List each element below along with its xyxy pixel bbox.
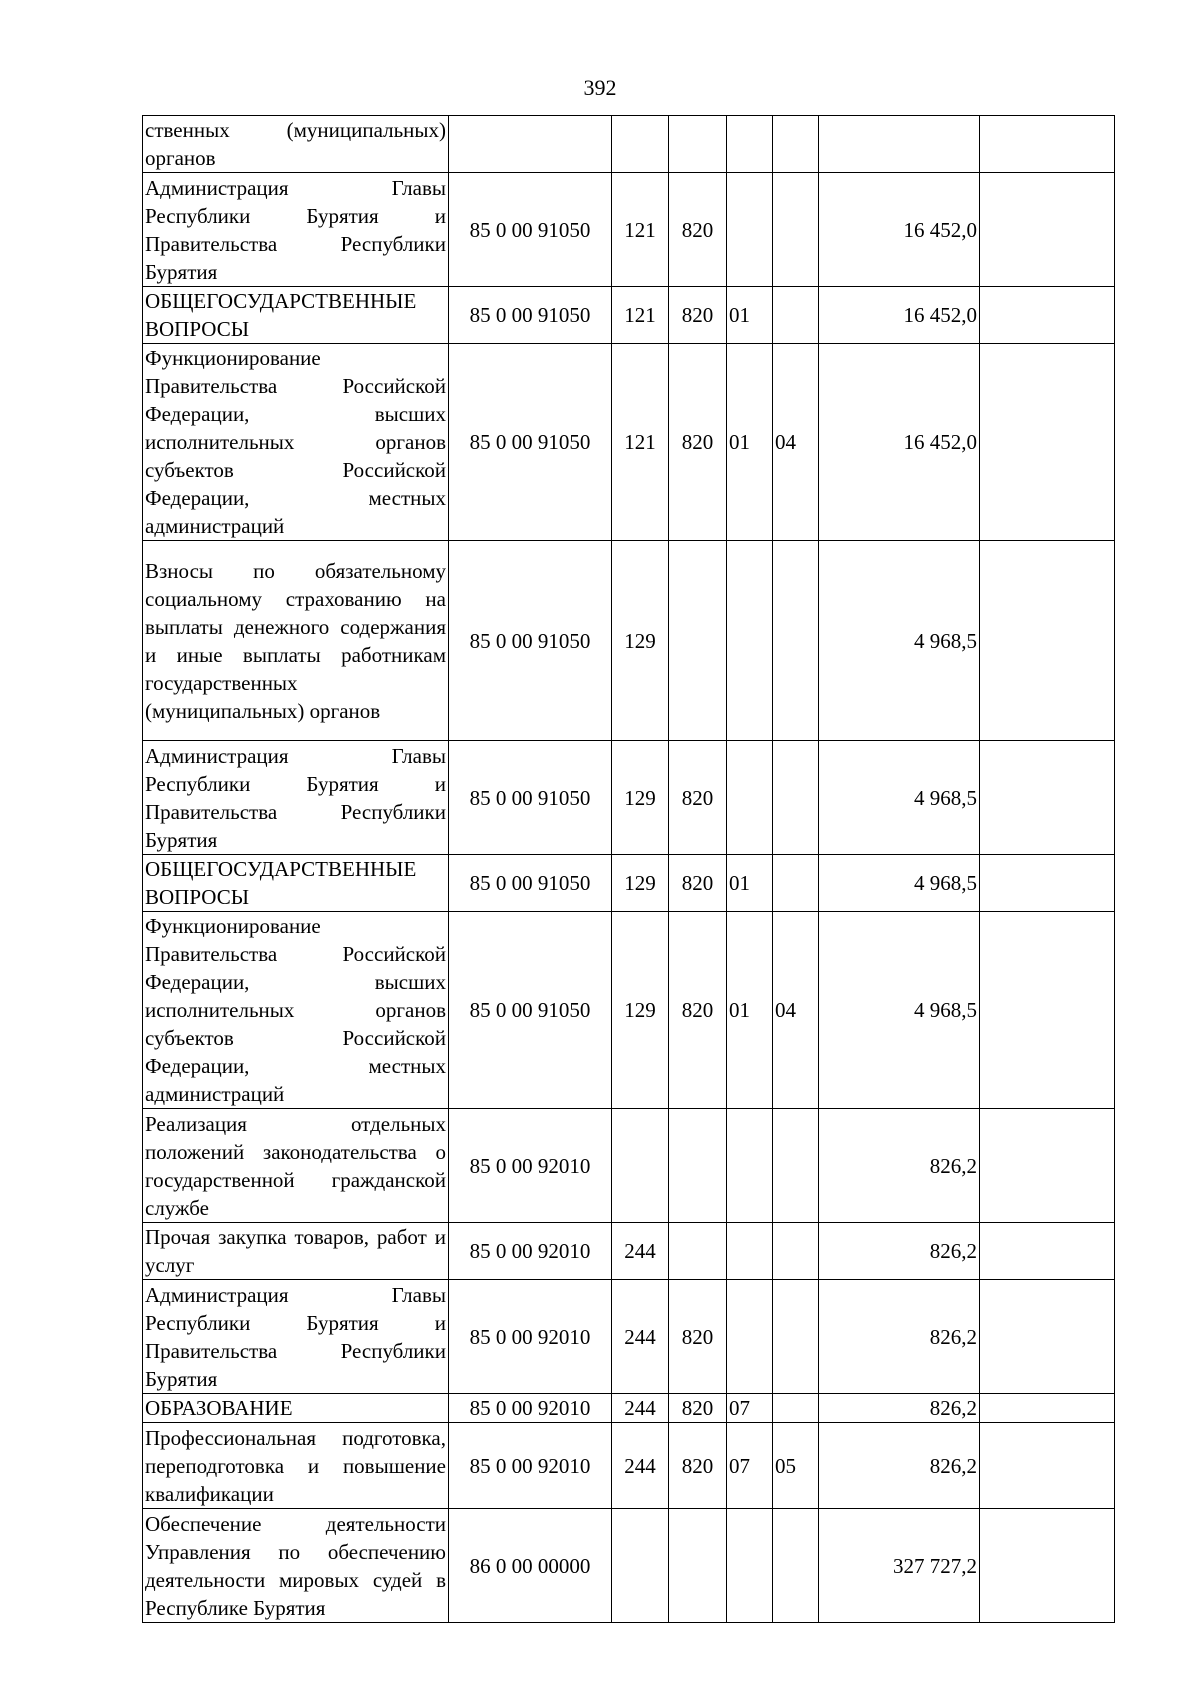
cell-admin-code [669, 1109, 727, 1223]
cell-target-code [449, 116, 612, 173]
cell-expense-type: 244 [612, 1223, 669, 1280]
cell-expense-type: 244 [612, 1423, 669, 1509]
cell-name: Функционирование Правительства Российской Федерации, высших исполнительных органов субъектов Российской Федерации, местных администраций [143, 912, 449, 1109]
cell-section: 01 [727, 344, 773, 541]
cell-section: 01 [727, 287, 773, 344]
cell-empty [980, 1109, 1115, 1223]
cell-name: Администрация Главы Республики Бурятия и Правительства Республики Бурятия [143, 173, 449, 287]
table-row [143, 173, 1115, 287]
table-row [143, 344, 1115, 541]
cell-admin-code [669, 1223, 727, 1280]
cell-target-code: 85 0 00 92010 [449, 1109, 612, 1223]
table-row [143, 912, 1115, 1109]
cell-amount: 16 452,0 [819, 287, 980, 344]
cell-subsection [773, 1394, 819, 1423]
cell-name: Реализация отдельных положений законодательства о государственной гражданской службе [143, 1109, 449, 1223]
cell-name: ОБРАЗОВАНИЕ [143, 1394, 449, 1423]
cell-admin-code [669, 1509, 727, 1623]
cell-empty [980, 116, 1115, 173]
cell-amount: 4 968,5 [819, 855, 980, 912]
cell-admin-code [669, 116, 727, 173]
table-row [143, 287, 1115, 344]
cell-admin-code: 820 [669, 855, 727, 912]
cell-name: Администрация Главы Республики Бурятия и Правительства Республики Бурятия [143, 741, 449, 855]
cell-amount [819, 116, 980, 173]
cell-expense-type: 121 [612, 344, 669, 541]
cell-amount: 4 968,5 [819, 541, 980, 741]
cell-expense-type: 129 [612, 855, 669, 912]
cell-subsection [773, 1280, 819, 1394]
cell-admin-code: 820 [669, 173, 727, 287]
cell-admin-code: 820 [669, 741, 727, 855]
cell-target-code: 85 0 00 92010 [449, 1423, 612, 1509]
table-row [143, 855, 1115, 912]
cell-expense-type: 244 [612, 1280, 669, 1394]
cell-amount: 826,2 [819, 1280, 980, 1394]
cell-section [727, 1280, 773, 1394]
cell-section [727, 1223, 773, 1280]
cell-subsection [773, 741, 819, 855]
cell-expense-type: 244 [612, 1394, 669, 1423]
page-number: 392 [583, 75, 617, 100]
cell-name: Обеспечение деятельности Управления по обеспечению деятельности мировых судей в Республике Бурятия [143, 1509, 449, 1623]
cell-section [727, 741, 773, 855]
cell-section [727, 173, 773, 287]
cell-target-code: 85 0 00 92010 [449, 1223, 612, 1280]
cell-section: 01 [727, 912, 773, 1109]
cell-empty [980, 1394, 1115, 1423]
table-row [143, 541, 1115, 741]
cell-expense-type: 129 [612, 741, 669, 855]
table-row [143, 741, 1115, 855]
table-row [143, 1509, 1115, 1623]
cell-empty [980, 912, 1115, 1109]
cell-target-code: 85 0 00 92010 [449, 1280, 612, 1394]
cell-name: Функционирование Правительства Российской Федерации, высших исполнительных органов субъектов Российской Федерации, местных администраций [143, 344, 449, 541]
cell-empty [980, 287, 1115, 344]
cell-subsection: 05 [773, 1423, 819, 1509]
cell-empty [980, 541, 1115, 741]
cell-empty [980, 1280, 1115, 1394]
cell-expense-type: 129 [612, 912, 669, 1109]
cell-amount: 826,2 [819, 1109, 980, 1223]
cell-subsection [773, 541, 819, 741]
cell-amount: 16 452,0 [819, 173, 980, 287]
table-row [143, 1223, 1115, 1280]
cell-admin-code: 820 [669, 1394, 727, 1423]
cell-subsection [773, 1509, 819, 1623]
cell-empty [980, 1423, 1115, 1509]
table-body [143, 116, 1115, 1623]
cell-expense-type [612, 1509, 669, 1623]
cell-target-code: 85 0 00 91050 [449, 912, 612, 1109]
cell-expense-type [612, 116, 669, 173]
cell-name: ОБЩЕГОСУДАРСТВЕННЫЕ ВОПРОСЫ [143, 287, 449, 344]
cell-subsection [773, 173, 819, 287]
cell-name: ственных (муниципальных) органов [143, 116, 449, 173]
budget-table [142, 115, 1115, 1623]
cell-target-code: 85 0 00 91050 [449, 741, 612, 855]
table-row [143, 116, 1115, 173]
cell-section [727, 541, 773, 741]
cell-target-code: 85 0 00 91050 [449, 344, 612, 541]
cell-amount: 4 968,5 [819, 741, 980, 855]
table-row [143, 1109, 1115, 1223]
cell-empty [980, 1509, 1115, 1623]
cell-subsection [773, 1223, 819, 1280]
cell-admin-code: 820 [669, 912, 727, 1109]
cell-target-code: 85 0 00 91050 [449, 855, 612, 912]
cell-name: Профессиональная подготовка, переподготовка и повышение квалификации [143, 1423, 449, 1509]
cell-empty [980, 173, 1115, 287]
cell-section: 01 [727, 855, 773, 912]
cell-target-code: 85 0 00 92010 [449, 1394, 612, 1423]
cell-admin-code: 820 [669, 1280, 727, 1394]
cell-subsection [773, 1109, 819, 1223]
cell-amount: 826,2 [819, 1223, 980, 1280]
cell-subsection: 04 [773, 344, 819, 541]
cell-amount: 16 452,0 [819, 344, 980, 541]
cell-amount: 826,2 [819, 1423, 980, 1509]
cell-amount: 4 968,5 [819, 912, 980, 1109]
cell-empty [980, 741, 1115, 855]
cell-admin-code [669, 541, 727, 741]
cell-admin-code: 820 [669, 344, 727, 541]
cell-amount: 327 727,2 [819, 1509, 980, 1623]
cell-amount: 826,2 [819, 1394, 980, 1423]
cell-expense-type: 129 [612, 541, 669, 741]
cell-name: Прочая закупка товаров, работ и услуг [143, 1223, 449, 1280]
cell-admin-code: 820 [669, 1423, 727, 1509]
table-row [143, 1394, 1115, 1423]
cell-subsection: 04 [773, 912, 819, 1109]
cell-target-code: 86 0 00 00000 [449, 1509, 612, 1623]
cell-target-code: 85 0 00 91050 [449, 287, 612, 344]
cell-name: Администрация Главы Республики Бурятия и Правительства Республики Бурятия [143, 1280, 449, 1394]
cell-empty [980, 1223, 1115, 1280]
table-row [143, 1423, 1115, 1509]
cell-expense-type [612, 1109, 669, 1223]
cell-section: 07 [727, 1394, 773, 1423]
cell-expense-type: 121 [612, 287, 669, 344]
cell-name: ОБЩЕГОСУДАРСТВЕННЫЕ ВОПРОСЫ [143, 855, 449, 912]
table-row [143, 1280, 1115, 1394]
cell-name: Взносы по обязательному социальному страхованию на выплаты денежного содержания и иные выплаты работникам государственных (муниципальных) органов [143, 541, 449, 741]
cell-target-code: 85 0 00 91050 [449, 541, 612, 741]
cell-subsection [773, 855, 819, 912]
cell-section [727, 1109, 773, 1223]
cell-subsection [773, 116, 819, 173]
cell-empty [980, 855, 1115, 912]
cell-section [727, 116, 773, 173]
cell-section: 07 [727, 1423, 773, 1509]
cell-admin-code: 820 [669, 287, 727, 344]
cell-subsection [773, 287, 819, 344]
cell-empty [980, 344, 1115, 541]
cell-section [727, 1509, 773, 1623]
cell-expense-type: 121 [612, 173, 669, 287]
cell-target-code: 85 0 00 91050 [449, 173, 612, 287]
